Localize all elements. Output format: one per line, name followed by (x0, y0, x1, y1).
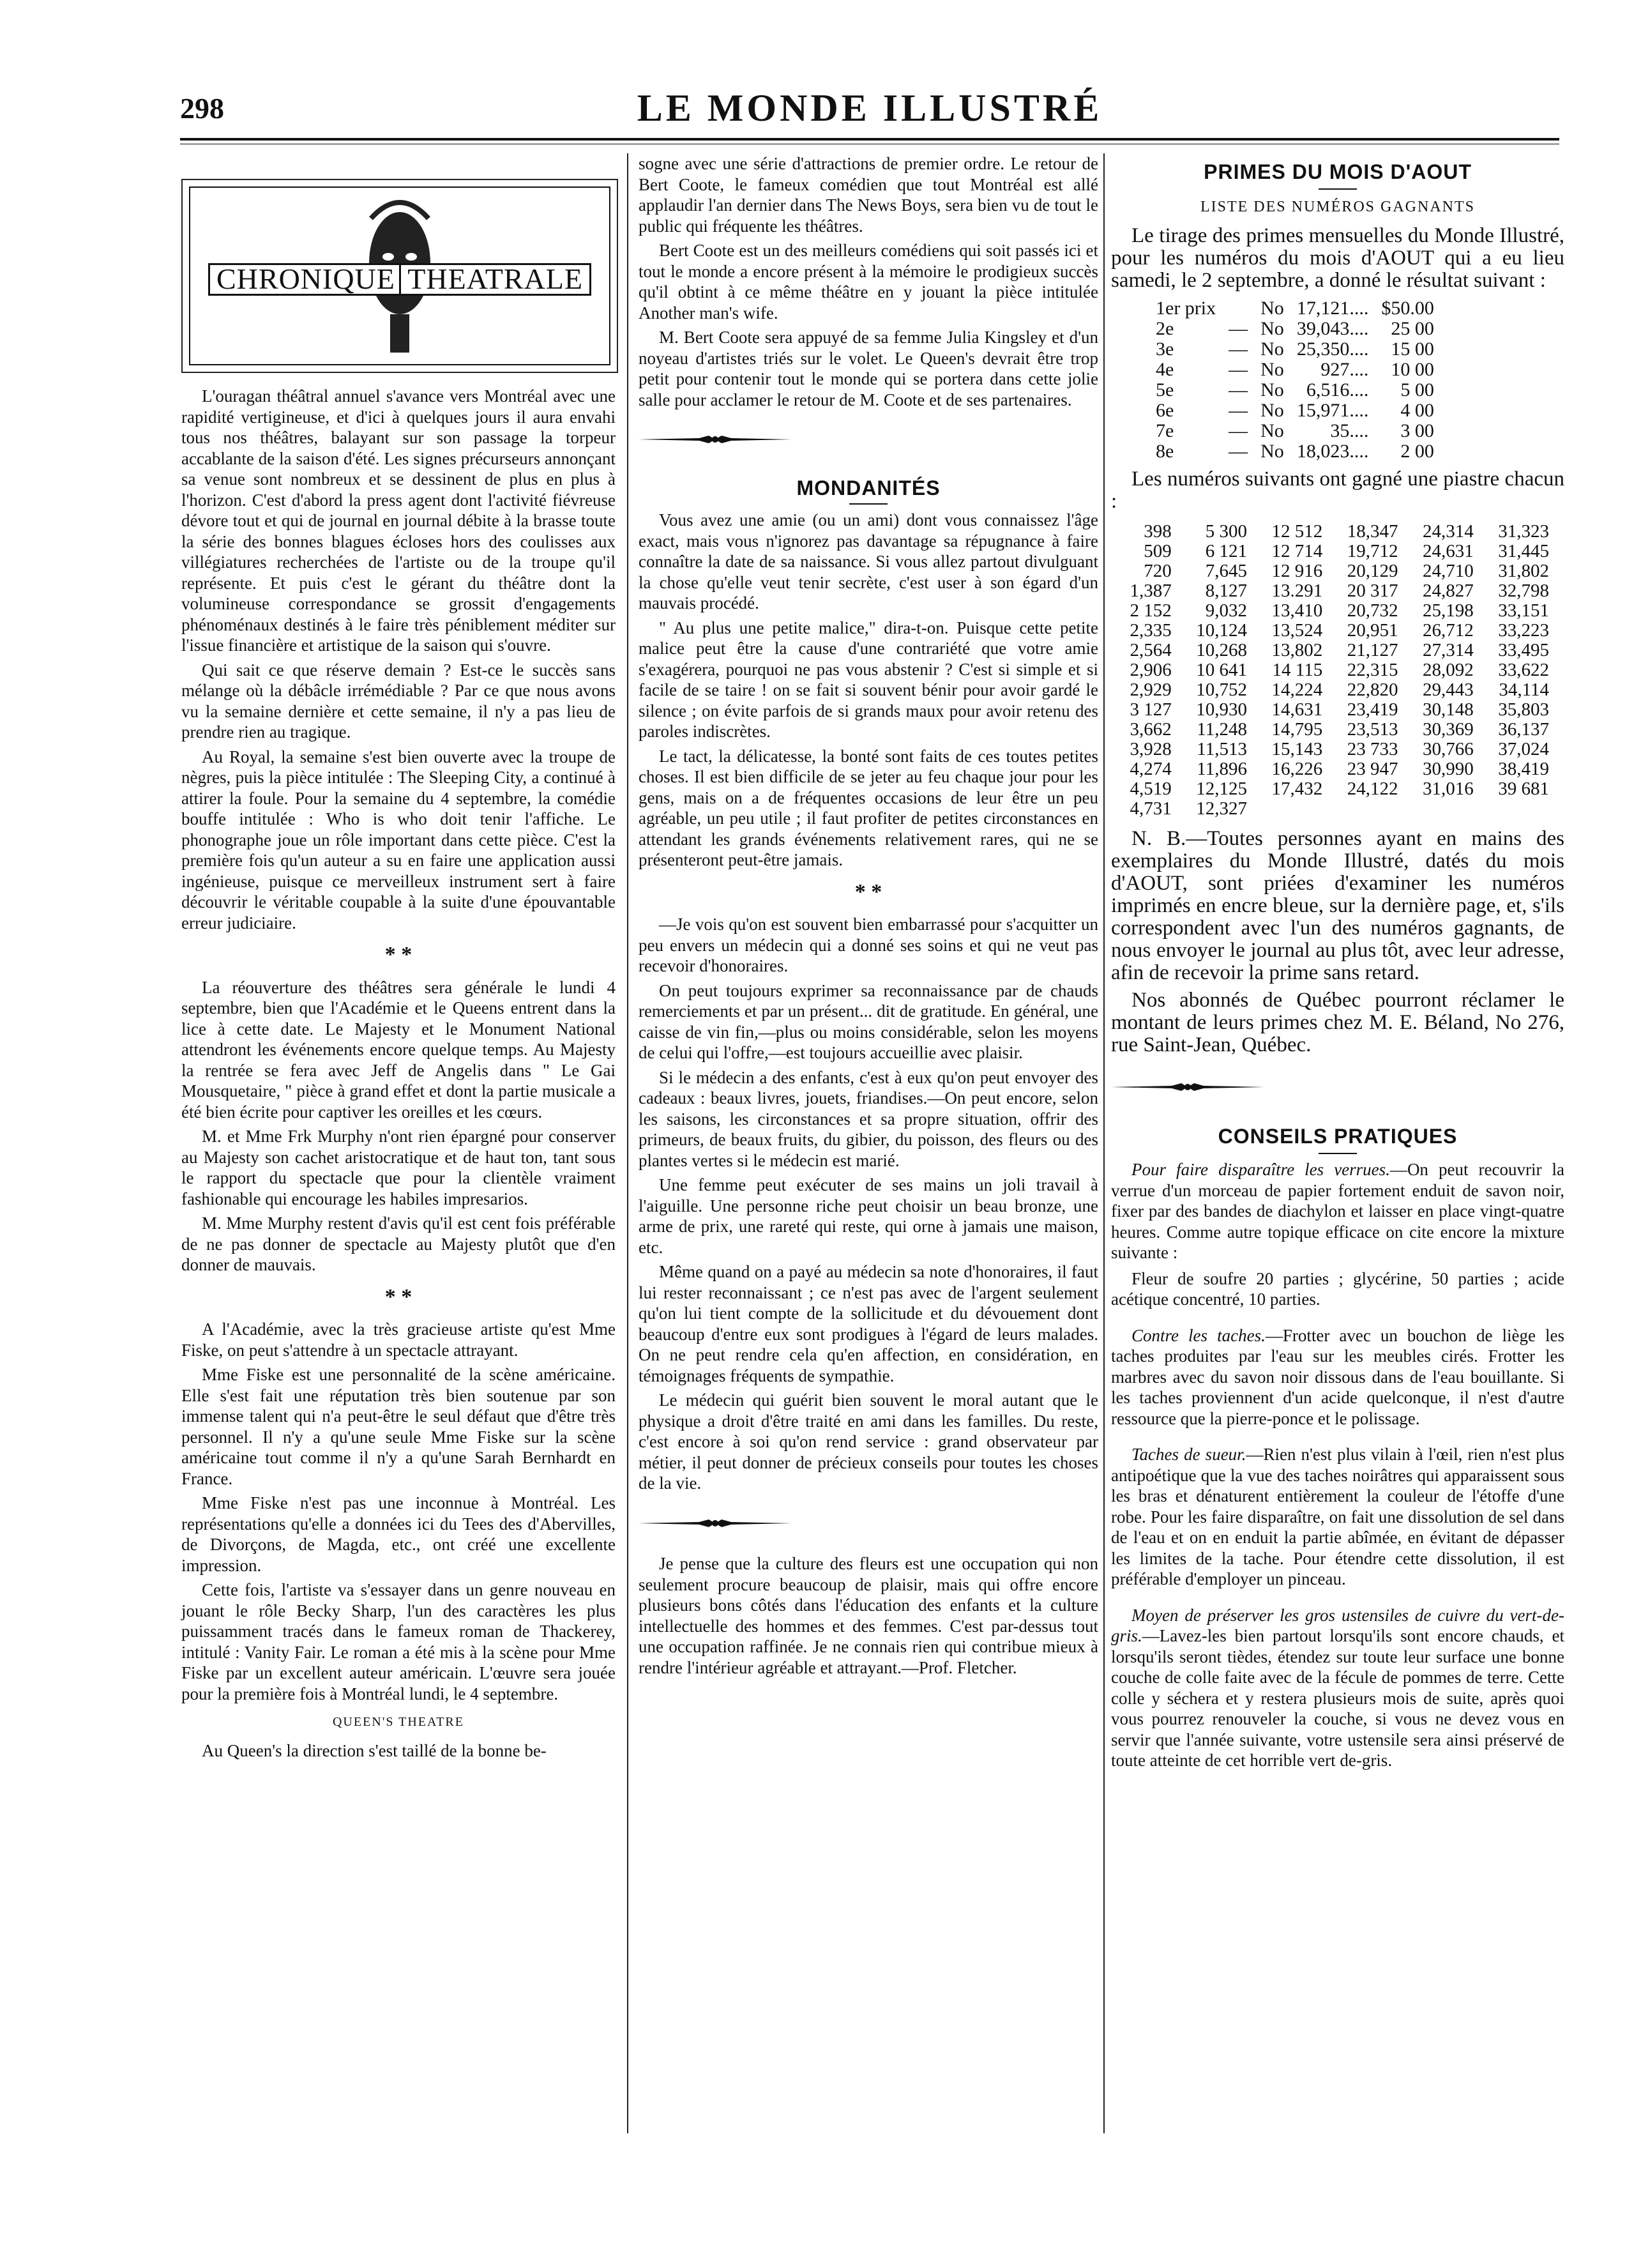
winning-number: 14,631 (1271, 699, 1323, 720)
winning-number: 10,752 (1196, 680, 1247, 700)
winning-number: 31,445 (1498, 541, 1549, 561)
conseil-extra: Fleur de soufre 20 parties ; glycérine, 50 parties ; acide acétique concentré, 10 parties. (1111, 1268, 1564, 1309)
winning-number: 17,432 (1271, 779, 1323, 799)
prizes-table (1149, 298, 1441, 462)
section-stars: * * (854, 879, 882, 904)
column-divider-1 (627, 153, 628, 2133)
section-title-primes: PRIMES DU MOIS D'AOUT (1204, 160, 1472, 183)
winning-number: 24,314 (1422, 521, 1474, 542)
prize-rank: 3e (1156, 339, 1174, 360)
winning-number: 20,732 (1347, 600, 1398, 621)
paragraph: Au Queen's la direction s'est taillé de la bonne be- (202, 1740, 547, 1760)
prize-dash (1222, 298, 1254, 319)
paragraph: —Je vois qu'on est souvent bien embarrassé pour s'acquitter un peu envers un médecin qui a donné ses soins et qui ne veut pas recevoir d'honoraires. (639, 915, 1098, 975)
winning-number: 27,314 (1422, 640, 1474, 660)
column-divider-2 (1103, 153, 1105, 2133)
winning-number: 39 681 (1498, 779, 1549, 799)
liste-numeros-heading: LISTE DES NUMÉROS GAGNANTS (1200, 199, 1475, 215)
winning-number: 14,795 (1271, 719, 1323, 740)
prize-row (1149, 360, 1441, 380)
paragraph: Mme Fiske n'est pas une inconnue à Montréal. Les représentations qu'elle a données ici du Tees des d'Abervilles, de Divorçons, de Magda, etc., ont créé une excellente impression. (181, 1493, 616, 1575)
paragraph: La réouverture des théâtres sera générale le lundi 4 septembre, bien que l'Académie et le Queens entrent dans la lice à cette date. Le Majesty et le Monument National attendront les événements encore quelque temps. Au Majesty la rentrée se fera avec Jeff de Angelis dans " Le Gai Mousquetaire, " pièce à grand effet et dont la partie musicale a été bien écrite pour captiver les oreilles et les cœurs. (181, 977, 616, 1122)
winning-number: 23,419 (1347, 699, 1398, 720)
numbers-row (1111, 522, 1552, 542)
winning-number: 15,143 (1271, 739, 1323, 759)
prize-amount: 10 00 (1391, 359, 1434, 380)
prize-row (1149, 319, 1441, 339)
winning-number: 10,268 (1196, 640, 1247, 660)
winning-number: 24,122 (1347, 779, 1398, 799)
winning-number: 14 115 (1272, 660, 1323, 680)
prize-no: No (1260, 298, 1284, 319)
winning-number (1476, 799, 1552, 819)
prize-rank: 2e (1156, 318, 1174, 339)
numbers-intro: Les numéros suivants ont gagné une piastre chacun : (1111, 468, 1564, 513)
winning-number: 12 714 (1271, 541, 1323, 561)
prize-row (1149, 380, 1441, 400)
prize-number: 15,971.... (1296, 400, 1369, 421)
masthead-title: LE MONDE ILLUSTRÉ (637, 87, 1103, 129)
winning-number: 33,495 (1498, 640, 1549, 660)
prize-no: No (1260, 379, 1284, 400)
ornament-divider-icon (639, 433, 792, 446)
winning-number: 33,151 (1498, 600, 1549, 621)
winning-number: 22,820 (1347, 680, 1398, 700)
chronique-theatrale-banner (181, 179, 618, 373)
quebec-notice: Nos abonnés de Québec pourront réclamer le montant de leurs primes chez M. E. Béland, No 276, rue Saint-Jean, Québec. (1111, 989, 1564, 1056)
prize-number: 25,350.... (1296, 339, 1369, 360)
winning-number: 10,930 (1196, 699, 1247, 720)
section-stars: * * (384, 943, 412, 966)
prize-dash: — (1229, 420, 1248, 441)
paragraph: A l'Académie, avec la très gracieuse artiste qu'est Mme Fiske, on peut s'attendre à un spectacle attrayant. (181, 1320, 616, 1360)
winning-number: 6 121 (1205, 541, 1247, 561)
paragraph: Je pense que la culture des fleurs est une occupation qui non seulement procure beaucoup de plaisir, mais qui offre encore plusieurs bons côtés dans l'éducation des enfants et la culture intellectuelle des hommes et des femmes. C'est par-dessus tout une occupation raffinée. Je ne connais rien qui contribue mieux à rendre l'intérieur agréable et attrayant.—Prof. Fletcher. (639, 1554, 1098, 1677)
winning-number: 20 317 (1347, 581, 1398, 601)
winning-number: 13.291 (1271, 581, 1323, 601)
winning-number: 2 152 (1130, 600, 1172, 621)
winning-number: 4,274 (1130, 759, 1172, 779)
prize-number: 17,121.... (1296, 298, 1369, 319)
numbers-row (1111, 561, 1552, 581)
conseil-title: Moyen de préserver les gros ustensiles de cuivre du vert-de-gris. (1111, 1605, 1564, 1645)
winning-number: 4,519 (1130, 779, 1172, 799)
prize-amount: 4 00 (1400, 400, 1434, 421)
prize-number: 18,023.... (1296, 441, 1369, 462)
prize-number: 927.... (1320, 359, 1369, 380)
winning-number: 30,148 (1422, 699, 1474, 720)
prize-no: No (1260, 359, 1284, 380)
prize-rank: 7e (1156, 420, 1174, 441)
winning-number: 9,032 (1205, 600, 1247, 621)
winning-number: 14,224 (1271, 680, 1323, 700)
prize-no: No (1260, 339, 1284, 360)
numbers-row (1111, 720, 1552, 740)
winning-number: 21,127 (1347, 640, 1398, 660)
winning-number: 24,631 (1422, 541, 1474, 561)
numbers-row (1111, 779, 1552, 799)
winning-number: 720 (1144, 561, 1172, 581)
winning-number: 10,124 (1196, 620, 1247, 641)
prize-dash: — (1229, 359, 1248, 380)
numbers-row (1111, 581, 1552, 601)
winning-number: 37,024 (1498, 739, 1549, 759)
prize-row (1149, 441, 1441, 462)
column-3 (1111, 153, 1564, 1776)
winning-number: 3,662 (1130, 719, 1172, 740)
conseil-item (1111, 1605, 1564, 1771)
winning-number: 24,827 (1422, 581, 1474, 601)
prize-no: No (1260, 441, 1284, 462)
paragraph: Qui sait ce que réserve demain ? Est-ce le succès sans mélange où la débâcle irrémédiable ? Par ce que nous avons vu la semaine dernière et cette semaine, il n'y a pas lieu de prendre rien au tragique. (181, 660, 616, 742)
paragraph: Si le médecin a des enfants, c'est à eux qu'on peut envoyer des cadeaux : beaux livres, jouets, friandises.—On peut encore, selon les saisons, les circonstances et sa propre situation, offrir des primeurs, de beaux fruits, du gibier, du poisson, des fleurs ou des plantes vertes si le médecin est marié. (639, 1067, 1098, 1170)
winning-number (1325, 799, 1400, 819)
primes-intro: Le tirage des primes mensuelles du Monde Illustré, pour les numéros du mois d'AOUT qui a eu lieu samedi, le 2 septembre, a donné le résultat suivant : (1111, 224, 1564, 292)
numbers-row (1111, 799, 1552, 819)
winning-number: 16,226 (1271, 759, 1323, 779)
winning-number: 23 733 (1347, 739, 1398, 759)
winning-number: 38,419 (1498, 759, 1549, 779)
winning-number: 33,223 (1498, 620, 1549, 641)
winning-number: 26,712 (1422, 620, 1474, 641)
numbers-row (1111, 621, 1552, 641)
paragraph: Le tact, la délicatesse, la bonté sont faits de ces toutes petites choses. Il est bien difficile de se jeter au feu chaque jour pour les gens, mais on a de fréquentes occasions de leur être un peu agréable, un peu utile ; il faut profiter de petites circonstances en attendant les grands événements relativement rares, qui ne se présenteront peut-être jamais. (639, 746, 1098, 869)
prize-row (1149, 421, 1441, 441)
conseil-item (1111, 1159, 1564, 1310)
winning-number: 12,327 (1196, 798, 1247, 819)
paragraph: Même quand on a payé au médecin sa note d'honoraires, il faut lui rester reconnaissant ; ce n'est pas avec de l'argent seulement qu'on lui tient compte de la sollicitude et du dévouement dont beaucoup d'entre eux sont prodigues à l'égard de leurs malades. On ne peut rendre cela qu'en affection, en considération, en témoignages fréquents de sympathie. (639, 1262, 1098, 1385)
numbers-row (1111, 601, 1552, 621)
prize-no: No (1260, 400, 1284, 421)
numbers-row (1111, 641, 1552, 660)
prize-number: 6,516.... (1306, 379, 1369, 400)
conseil-item (1111, 1444, 1564, 1590)
title-underline (1319, 1153, 1357, 1154)
prize-row (1149, 339, 1441, 360)
winning-number: 398 (1144, 521, 1172, 542)
paragraph: " Au plus une petite malice," dira-t-on. Puisque cette petite malice peut être la cause d'une contrariété que votre amie s'exagérera, pourquoi ne pas vous abstenir ? C'est si simple et si facile de se taire ! on se fait si souvent bénir pour avoir gardé le silence ; on évite parfois de si grands maux pour avoir retenu des paroles indiscrètes. (639, 618, 1098, 741)
winning-number: 28,092 (1422, 660, 1474, 680)
prize-dash: — (1229, 400, 1248, 421)
paragraph: Bert Coote est un des meilleurs comédiens qui soit passés ici et tout le monde a encore présent à la mémoire le prodigieux succès qu'il obtint à ce même théâtre en y jouant la pièce intitulée Another man's wife. (639, 241, 1098, 323)
winning-number: 35,803 (1498, 699, 1549, 720)
header-rule (180, 138, 1559, 141)
numbers-row (1111, 660, 1552, 680)
winning-number (1400, 799, 1476, 819)
winning-number: 20,951 (1347, 620, 1398, 641)
numbers-row (1111, 542, 1552, 561)
prize-rank: 1er prix (1156, 298, 1216, 319)
winning-number: 8,127 (1205, 581, 1247, 601)
winning-number: 2,335 (1130, 620, 1172, 641)
winning-number: 19,712 (1347, 541, 1398, 561)
paragraph: L'ouragan théâtral annuel s'avance vers Montréal avec une rapidité vertigineuse, et d'ici à quelques jours il aura envahi tous nos théâtres, balayant sur son passage la torpeur accablante de la saison d'été. Les signes précurseurs annonçant sa venue sont nombreux et se dessinent de plus en plus à l'horizon. C'est d'abord la press agent dont l'activité fiévreuse dévore tout et qui de journal en journal débite à la brasse toute la série des bonnes blagues écloses hors des coulisses aux villégiatures recherchées de l'artiste ou de la troupe qu'il représente. Et puis c'est le gérant du théâtre dont la volumineuse correspondance se grossit d'engagements phénoménaux destinés à le faire très péniblement méditer sur l'issue financière et artistique de la saison qui s'ouvre. (181, 386, 616, 655)
prize-dash: — (1229, 318, 1248, 339)
conseil-title: Pour faire disparaître les verrues. (1131, 1160, 1390, 1179)
paragraph: Une femme peut exécuter de ses mains un joli travail à l'aiguille. Une personne riche peut choisir un beau bronze, une arme de prix, une rareté qui reste, qui orne à jamais une maison, etc. (639, 1175, 1098, 1257)
winning-number: 7,645 (1205, 561, 1247, 581)
prize-rank: 6e (1156, 400, 1174, 421)
winning-number: 13,410 (1271, 600, 1323, 621)
paragraph: Cette fois, l'artiste va s'essayer dans un genre nouveau en jouant le rôle Becky Sharp, l'un des caractères les plus puissamment tracés dans le fameux roman de Thackerey, intitulé : Vanity Fair. Le roman a été mis à la scène pour Mme Fiske par un excellent auteur américain. L'œuvre sera jouée pour la première fois à Montréal lundi, le 4 septembre. (181, 1580, 616, 1703)
winning-number: 30,369 (1422, 719, 1474, 740)
column-2 (639, 153, 1098, 1682)
winning-number: 23 947 (1347, 759, 1398, 779)
conseil-title: Taches de sueur. (1131, 1445, 1246, 1464)
winning-number: 2,564 (1130, 640, 1172, 660)
winning-number: 36,137 (1498, 719, 1549, 740)
paragraph: sogne avec une série d'attractions de premier ordre. Le retour de Bert Coote, le fameux comédien que tout Montréal est allé applaudir l'an dernier dans The News Boys, sera bien vu de tout le public qui fréquente les théâtres. (639, 154, 1098, 236)
winning-number: 30,990 (1422, 759, 1474, 779)
paragraph: On peut toujours exprimer sa reconnaissance par de chauds remerciements et par un présent... dit de gratitude. En général, une caisse de vin fin,—plus ou moins considérable, selon les moyens de celui qui l'offre,—est toujours accueillie avec plaisir. (639, 980, 1098, 1062)
winning-number: 20,129 (1347, 561, 1398, 581)
page-number: 298 (180, 92, 224, 125)
winning-number: 3,928 (1130, 739, 1172, 759)
page-header (180, 86, 1559, 144)
winning-number: 11,248 (1197, 719, 1247, 740)
winning-number: 24,710 (1422, 561, 1474, 581)
prize-amount: 15 00 (1391, 339, 1434, 360)
winning-number: 2,906 (1130, 660, 1172, 680)
conseil-title: Contre les taches. (1131, 1325, 1266, 1345)
winning-number: 29,443 (1422, 680, 1474, 700)
paragraph: Le médecin qui guérit bien souvent le moral autant que le physique a droit d'être traité en ami dans les familles. Du reste, c'est encore à soi qu'on rend service : grand observateur par métier, il peut donner de précieux conseils pour toutes les choses de la vie. (639, 1390, 1098, 1493)
winning-number: 12 916 (1271, 561, 1323, 581)
prize-no: No (1260, 318, 1284, 339)
winning-number: 12,125 (1196, 779, 1247, 799)
winning-number: 4,731 (1130, 798, 1172, 819)
prize-rank: 4e (1156, 359, 1174, 380)
winning-number: 23,513 (1347, 719, 1398, 740)
section-title-conseils: CONSEILS PRATIQUES (1218, 1125, 1458, 1148)
conseil-text: —Lavez-les bien partout lorsqu'ils sont encore chauds, et lorsqu'ils seront tièdes, étendez sur toute leur surface une bonne couche de colle faite avec de la fécule de pommes de terre. Cette colle y séchera et y restera plusieurs mois de suite, après quoi vous pourrez renouveler la couche, si vous ne devez vous en servir que l'année suivante, votre ustensile sera ainsi préservé de toute atteinte de cet horrible vert de-gris. (1111, 1626, 1564, 1770)
conseil-text: —On peut recouvrir la verrue d'un morceau de papier fortement enduit de savon noir, fixer par des bandes de diachylon et laisser en place vingt-quatre heures. Comme autre topique efficace on cite encore la mixture suivante : (1111, 1160, 1565, 1262)
numbers-row (1111, 740, 1552, 759)
numbers-row (1111, 759, 1552, 779)
winning-number: 31,802 (1498, 561, 1549, 581)
winning-number: 18,347 (1347, 521, 1398, 542)
conseil-item (1111, 1325, 1564, 1429)
nb-notice: N. B.—Toutes personnes ayant en mains des exemplaires du Monde Illustré, datés du mois d'AOUT, sont priées d'examiner les numéros imprimés en encre bleue, sur la dernière page, et, s'ils correspondent avec l'un des numéros gagnants, de nous envoyer le journal au plus tôt, avec leur adresse, afin de recevoir la prime sans retard. (1111, 827, 1564, 984)
numbers-row (1111, 680, 1552, 700)
column-1 (181, 153, 616, 1765)
winning-number: 5 300 (1205, 521, 1247, 542)
prize-no: No (1260, 420, 1284, 441)
paragraph: Vous avez une amie (ou un ami) dont vous connaissez l'âge exact, mais vous n'ignorez pas davantage sa répugnance à faire connaître la date de sa naissance. Si vous allez partout divulguant la chose qu'elle veut tenir secrète, c'est user à son égard d'un mauvais procédé. (639, 510, 1098, 613)
prize-dash: — (1229, 441, 1248, 462)
prize-number: 39,043.... (1296, 318, 1369, 339)
winning-number: 3 127 (1130, 699, 1172, 720)
winning-numbers-table (1111, 522, 1552, 819)
prize-rank: 5e (1156, 379, 1174, 400)
prize-amount: 5 00 (1400, 379, 1434, 400)
prize-rank: 8e (1156, 441, 1174, 462)
paragraph: Au Royal, la semaine s'est bien ouverte avec la troupe de nègres, puis la pièce intitulée : The Sleeping City, a continué à attirer la foule. Pour la semaine du 4 septembre, la comédie bouffe intitulée : Who is who doit tenir l'affiche. Le phonographe joue un rôle important dans cette pièce. C'est la première fois qu'un auteur a su en faire une application aussi ingénieuse, puisque ce merveilleux instrument sert à faire découvrir le véritable coupable à la suite d'une épouvantable erreur judiciaire. (181, 747, 616, 932)
winning-number: 33,622 (1498, 660, 1549, 680)
prize-dash: — (1229, 379, 1248, 400)
prize-amount: 3 00 (1400, 420, 1434, 441)
paragraph: M. Bert Coote sera appuyé de sa femme Julia Kingsley et d'un noyeau d'artistes triés sur le volet. Le Queen's devrait être trop petit pour contenir tout le monde qui se portera dans cette jolie salle pour acclamer le retour de M. Coote et de ses partenaires. (639, 328, 1098, 409)
winning-number: 30,766 (1422, 739, 1474, 759)
winning-number: 22,315 (1347, 660, 1398, 680)
winning-number: 31,016 (1422, 779, 1474, 799)
prize-amount: $50.00 (1381, 298, 1434, 319)
winning-number: 13,802 (1271, 640, 1323, 660)
paragraph: Mme Fiske est une personnalité de la scène américaine. Elle s'est fait une réputation très bien soutenue par son immense talent qui n'a peut-être le seul défaut que d'être très personnel. Il n'y a qu'une seule Mme Fiske sur la scène américaine tout comme il n'y a qu'une Sarah Bernhardt en France. (181, 1365, 616, 1488)
prize-row (1149, 298, 1441, 319)
section-title-mondanites: MONDANITÉS (796, 476, 941, 499)
paragraph: M. et Mme Frk Murphy n'ont rien épargné pour conserver au Majesty son cachet aristocratique et de haut ton, tant sous le rapport du spectacle que pour la clientèle vraiment fashionable qui encourage les habiles impresarios. (181, 1127, 616, 1208)
prize-row (1149, 400, 1441, 421)
winning-number: 31,323 (1498, 521, 1549, 542)
conseil-text: —Rien n'est plus vilain à l'œil, rien n'est plus antipoétique que la vue des taches noirâtres qui apparaissent sous les bras et dénaturent entièrement la couleur de l'étoffe d'une robe. Pour les faire disparaître, on fait une dissolution de sel dans de l'eau et on en enduit la partie abîmée, en évitant de dépasser les limites de la tache. Pour étendre cette dissolution, il est préférable d'employer un pinceau. (1111, 1445, 1564, 1588)
winning-number: 10 641 (1196, 660, 1247, 680)
ornament-divider-icon (639, 1517, 792, 1530)
banner-word-chronique: CHRONIQUE (208, 263, 404, 296)
winning-number: 11,513 (1197, 739, 1247, 759)
prize-amount: 2 00 (1400, 441, 1434, 462)
title-underline (1319, 188, 1357, 190)
title-underline (849, 503, 888, 505)
banner-word-theatrale: THEATRALE (399, 263, 591, 296)
winning-number: 1,387 (1130, 581, 1172, 601)
paragraph: M. Mme Murphy restent d'avis qu'il est cent fois préférable de ne pas donner de spectacle au Majesty plutôt que d'en donner de mauvais. (181, 1214, 616, 1274)
winning-number: 12 512 (1271, 521, 1323, 542)
winning-number: 34,114 (1499, 680, 1549, 700)
ornament-divider-icon (1111, 1081, 1264, 1093)
prize-amount: 25 00 (1391, 318, 1434, 339)
section-stars: * * (384, 1284, 412, 1309)
winning-number: 32,798 (1498, 581, 1549, 601)
winning-number: 11,896 (1197, 759, 1247, 779)
prize-number: 35.... (1330, 420, 1369, 441)
winning-number (1250, 799, 1325, 819)
winning-number: 13,524 (1271, 620, 1323, 641)
prize-dash: — (1229, 339, 1248, 360)
numbers-row (1111, 700, 1552, 720)
queens-theatre-heading: QUEEN'S THEATRE (332, 1715, 464, 1729)
winning-number: 509 (1144, 541, 1172, 561)
winning-number: 2,929 (1130, 680, 1172, 700)
winning-number: 25,198 (1422, 600, 1474, 621)
conseil-text: —Frotter avec un bouchon de liège les taches produites par l'eau sur les meubles cirés. Frotter les marbres avec du savon noir dissous dans de l'eau bouillante. Si les taches proviennent d'un acide quelconque, il n'est d'autre ressource que la pierre-ponce et le polissage. (1111, 1325, 1565, 1428)
